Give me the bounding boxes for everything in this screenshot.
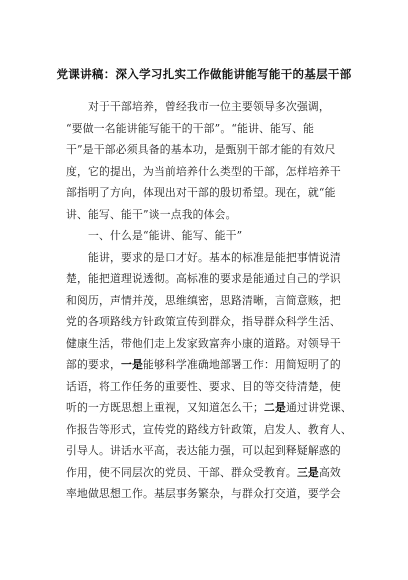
text-segment: 讲、能写、能干”谈一点我的体会。 — [66, 207, 237, 221]
text-segment: 党的各项路线方针政策宣传到群众，指导群众科学生活、 — [66, 315, 341, 328]
text-line — [66, 182, 362, 204]
text-segment: 和阅历，声情并茂，思维缜密，思路清晰，言简意赅，把 — [66, 293, 341, 307]
document-body — [66, 96, 362, 505]
text-segment: 引导人。讲话水平高，表达能力强，可以起到释疑解惑的 — [66, 444, 341, 457]
text-line — [66, 204, 362, 226]
text-segment: 能讲，要求的是口才好。基本的标准是能把事情说清 — [88, 250, 341, 264]
text-line — [66, 440, 362, 462]
text-line — [66, 290, 362, 312]
text-line — [66, 397, 362, 419]
text-line — [66, 139, 362, 161]
text-segment: 健康生活，带他们走上发家致富奔小康的道路。对领导干 — [66, 336, 341, 350]
text-line — [66, 118, 362, 140]
text-line — [66, 376, 362, 398]
text-segment: 听的一方既思想上重视，又知道怎么干； — [66, 401, 264, 414]
text-segment: 作报告等形式，宣传党的路线方针政策，启发人、教育人、 — [66, 422, 352, 436]
text-line — [66, 419, 362, 441]
text-line — [66, 96, 362, 118]
text-segment: 部指明了方向，体现出对干部的殷切希望。现在，就“能 — [66, 186, 336, 199]
text-line — [66, 247, 362, 269]
document-title: 党课讲稿：深入学习扎实工作做能讲能写能干的基层干部 — [56, 67, 352, 81]
text-segment: 度，它的提出，为当前培养什么类型的干部，怎样培养干 — [66, 164, 341, 178]
text-segment: 话语，将工作任务的重要性、要求、目的等交待清楚，使 — [66, 379, 341, 393]
emphasis-text: 三是 — [296, 465, 319, 479]
text-segment: 干”是干部必须具备的基本功，是甄别干部才能的有效尺 — [66, 143, 336, 156]
text-line — [66, 268, 362, 290]
text-line — [66, 333, 362, 355]
text-line — [66, 161, 362, 183]
emphasis-text: 一是 — [120, 358, 143, 371]
text-segment: 率地做思想工作。基层事务繁杂，与群众打交道，要学会 — [66, 487, 341, 500]
text-segment: 能够科学准确地部署工作：用简短明了的 — [142, 358, 341, 371]
text-line — [66, 483, 362, 505]
text-line — [66, 311, 362, 333]
text-segment: “要做一名能讲能写能干的干部”。“能讲、能写、能 — [66, 121, 315, 135]
emphasis-text: 二是 — [263, 401, 286, 414]
text-segment: 通过讲党课、 — [285, 401, 352, 414]
text-line — [66, 354, 362, 376]
text-line — [66, 225, 362, 247]
text-segment: 对于干部培养，曾经我市一位主要领导多次强调， — [88, 100, 330, 113]
text-segment: 一、什么是“能讲、能写、能干” — [88, 229, 243, 242]
text-line — [66, 462, 362, 484]
text-segment: 楚，能把道理说透彻。高标准的要求是能通过自己的学识 — [66, 272, 341, 285]
text-segment: 作用，使不同层次的党员、干部、群众受教育。 — [66, 465, 297, 479]
text-segment: 部的要求， — [66, 358, 121, 371]
text-segment: 高效 — [318, 465, 341, 479]
